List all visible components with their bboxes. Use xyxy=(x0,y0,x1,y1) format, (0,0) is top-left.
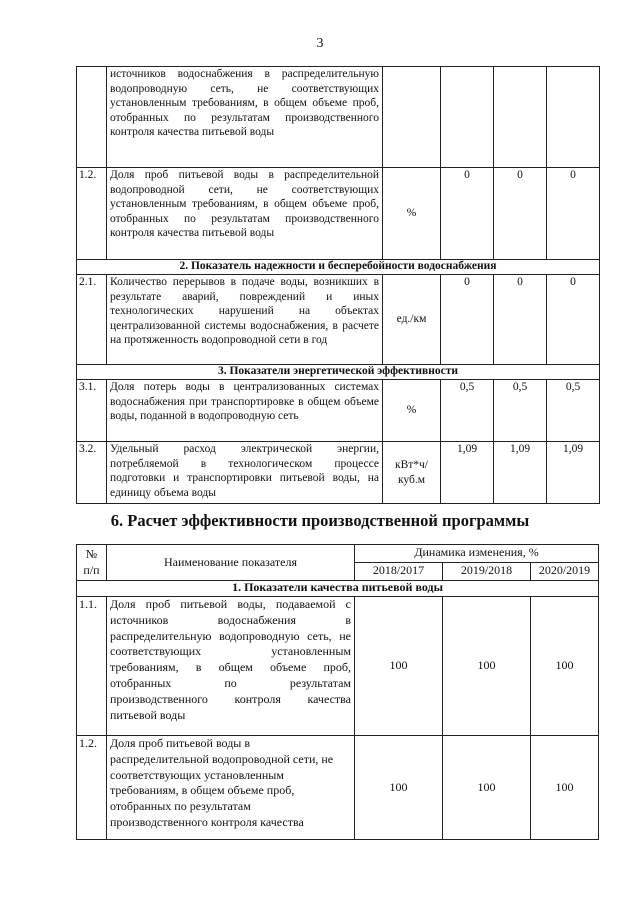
section-title-energy: 3. Показатели энергетической эффективности xyxy=(77,365,600,380)
row-number: 2.1. xyxy=(77,275,107,365)
indicators-table xyxy=(76,66,600,504)
indicator-description: Доля проб питьевой воды в распределительной водопроводной сети, не соответствующих установленным требованиям, в общем объеме проб, отобранных по результатам производственного контроля качества питьевой воды xyxy=(107,168,383,260)
table-row xyxy=(77,380,600,442)
indicator-description: Доля проб питьевой воды в распределительной водопроводной сети, не соответствующих установленным требованиям, в общем объеме проб, отобранных по результатам производственного контроля качества xyxy=(107,736,355,840)
value-2019: 1,09 xyxy=(494,442,547,504)
table-row xyxy=(77,442,600,504)
column-header-year: 2019/2018 xyxy=(443,563,531,581)
indicator-description: Количество перерывов в подаче воды, возникших в результате аварий, повреждений и иных технологических нарушений на объектах централизованной системы водоснабжения, в расчете на протяженность водопроводной сети в год xyxy=(107,275,383,365)
table-row xyxy=(77,67,600,168)
value-2018: 0 xyxy=(441,168,494,260)
value-2019 xyxy=(494,67,547,168)
table-row xyxy=(77,168,600,260)
value-2019: 0 xyxy=(494,168,547,260)
row-number: 1.2. xyxy=(77,736,107,840)
section-row xyxy=(77,581,599,597)
value-2018-2017: 100 xyxy=(355,597,443,736)
row-number: 1.1. xyxy=(77,597,107,736)
value-2020: 0,5 xyxy=(547,380,600,442)
indicator-description: Доля потерь воды в централизованных системах водоснабжения при транспортировке в общем объеме воды, поданной в водопроводную сеть xyxy=(107,380,383,442)
value-2018 xyxy=(441,67,494,168)
table-row xyxy=(77,275,600,365)
value-2019: 0,5 xyxy=(494,380,547,442)
indicator-unit: ед./км xyxy=(383,275,441,365)
value-2020: 0 xyxy=(547,168,600,260)
row-number: 3.1. xyxy=(77,380,107,442)
indicator-unit xyxy=(383,67,441,168)
value-2018-2017: 100 xyxy=(355,736,443,840)
value-2018: 1,09 xyxy=(441,442,494,504)
value-2019: 0 xyxy=(494,275,547,365)
value-2020-2019: 100 xyxy=(531,736,599,840)
indicator-description: Доля проб питьевой воды, подаваемой с источников водоснабжения в распределительную водопроводную сеть, не соответствующих установленным требованиям, в общем объеме проб, отобранных по результатам производственного контроля качества питьевой воды xyxy=(107,597,355,736)
indicator-description: источников водоснабжения в распределительную водопроводную сеть, не соответствующих установленным требованиям, в общем объеме проб, отобранных по результатам производственного контроля качества питьевой воды xyxy=(107,67,383,168)
efficiency-table xyxy=(76,544,599,840)
section-row xyxy=(77,365,600,380)
section-title-reliability: 2. Показатель надежности и бесперебойности водоснабжения xyxy=(77,260,600,275)
row-number: 1.2. xyxy=(77,168,107,260)
section-row xyxy=(77,260,600,275)
value-2020: 0 xyxy=(547,275,600,365)
section-title-quality: 1. Показатели качества питьевой воды xyxy=(77,581,599,597)
value-2020-2019: 100 xyxy=(531,597,599,736)
value-2019-2018: 100 xyxy=(443,597,531,736)
value-2020 xyxy=(547,67,600,168)
value-2019-2018: 100 xyxy=(443,736,531,840)
indicator-description: Удельный расход электрической энергии, потребляемой в технологическом процессе подготовки и транспортировки питьевой воды, на единицу объема воды xyxy=(107,442,383,504)
table-row xyxy=(77,736,599,840)
page-number: 3 xyxy=(316,36,324,51)
column-header-year: 2020/2019 xyxy=(531,563,599,581)
column-header-year: 2018/2017 xyxy=(355,563,443,581)
indicator-unit: кВт*ч/ куб.м xyxy=(383,442,441,504)
column-header-dynamics: Динамика изменения, % xyxy=(355,545,599,563)
column-header-name: Наименование показателя xyxy=(107,545,355,581)
value-2018: 0 xyxy=(441,275,494,365)
row-number: 3.2. xyxy=(77,442,107,504)
value-2018: 0,5 xyxy=(441,380,494,442)
header-row xyxy=(77,545,599,563)
column-header-number: № п/п xyxy=(77,545,107,581)
value-2020: 1,09 xyxy=(547,442,600,504)
indicator-unit: % xyxy=(383,168,441,260)
indicator-unit: % xyxy=(383,380,441,442)
table-row xyxy=(77,597,599,736)
section-heading: 6. Расчет эффективности производственной программы xyxy=(110,511,530,530)
row-number xyxy=(77,67,107,168)
